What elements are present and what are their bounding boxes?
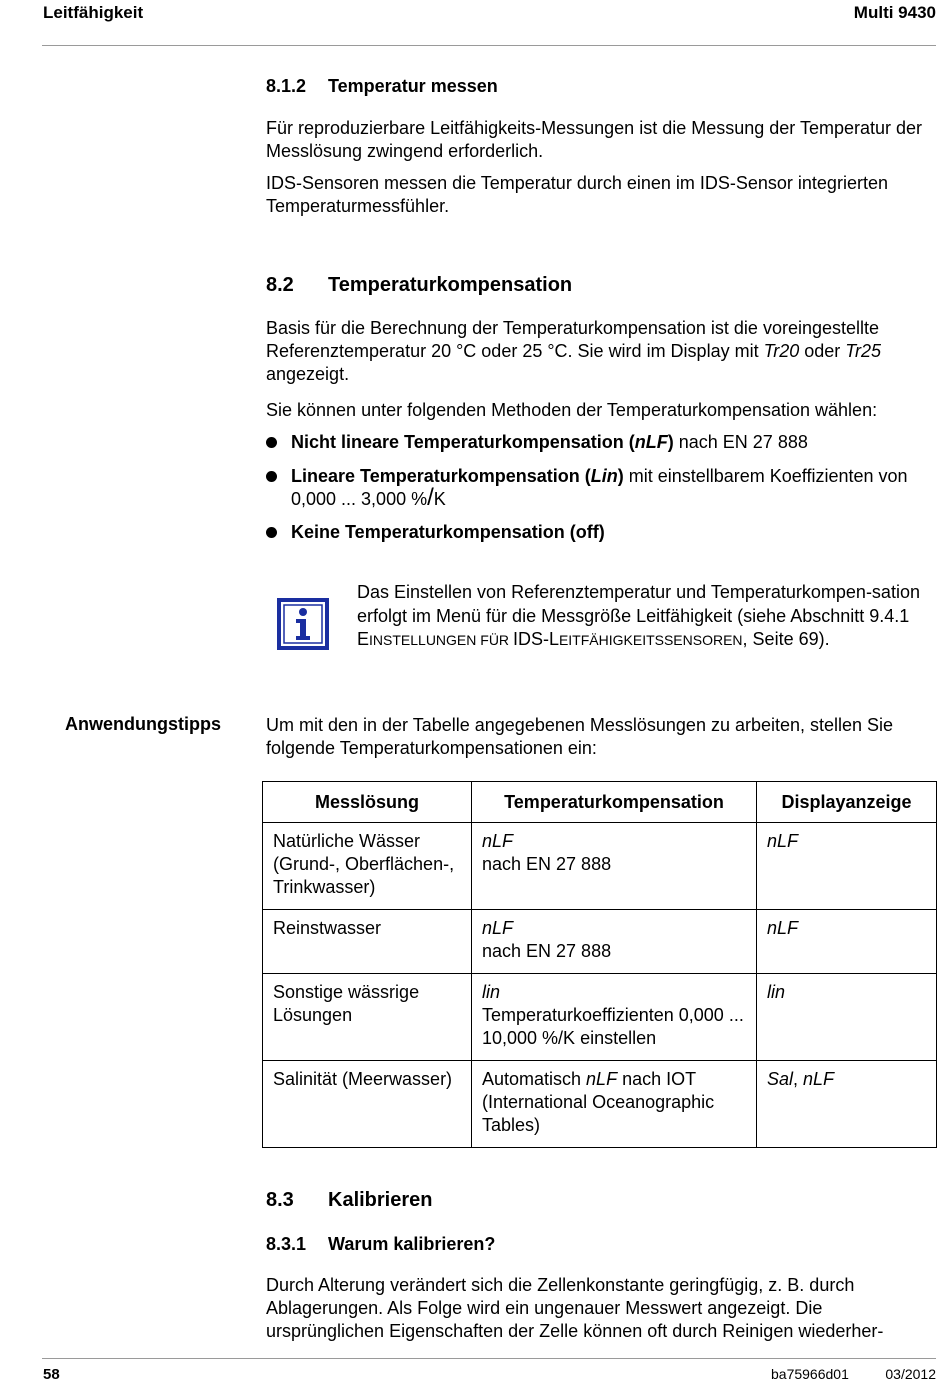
table-cell: Sonstige wässrige Lösungen	[263, 974, 472, 1061]
column-header: Displayanzeige	[757, 782, 937, 823]
table-row	[263, 1061, 937, 1148]
table-row	[263, 823, 937, 910]
table-cell: lin Temperaturkoeffizienten 0,000 ... 10,000 %/K einstellen	[472, 974, 757, 1061]
list-item: Keine Temperaturkompensation (off)	[266, 521, 938, 544]
section-8-1-2-heading: 8.1.2 Temperatur messen	[266, 76, 498, 96]
info-icon	[277, 598, 329, 650]
bullet-icon	[266, 471, 277, 482]
section-8-3-1-heading: 8.3.1 Warum kalibrieren?	[266, 1234, 496, 1254]
list-item: Lineare Temperaturkompensation (Lin) mit einstellbarem Koeffizienten von 0,000 ... 3,000 %/K	[266, 465, 938, 511]
document-date: 03/2012	[885, 1366, 936, 1382]
table-row	[263, 974, 937, 1061]
paragraph: Um mit den in der Tabelle angegebenen Messlösungen zu arbeiten, stellen Sie folgende Temperaturkompensationen ein:	[266, 715, 894, 758]
side-label: Anwendungstipps	[65, 714, 221, 734]
section-8-2-heading: 8.2 Temperaturkompensation	[266, 274, 573, 296]
table-cell: nLF nach EN 27 888	[472, 823, 757, 910]
table-cell: nLF	[757, 823, 937, 910]
table-cell: Reinstwasser	[263, 910, 472, 974]
table-row	[263, 910, 937, 974]
table-cell: Automatisch nLF nach IOT (International Oceanographic Tables)	[472, 1061, 757, 1148]
table-cell: lin	[757, 974, 937, 1061]
table-header-row	[263, 782, 937, 823]
note-text: Das Einstellen von Referenztemperatur und Temperaturkompen-sation erfolgt im Menü für die Messgröße Leitfähigkeit (siehe Abschnitt 9.4.1 EINSTELLUNGEN FÜR IDS-LEITFÄHIGKEITSSENSOREN, Seite 69).	[357, 582, 920, 649]
document-id: ba75966d01	[771, 1366, 849, 1382]
bullet-icon	[266, 527, 277, 538]
table-cell: Sal, nLF	[757, 1061, 937, 1148]
list-item: Nicht lineare Temperaturkompensation (nLF) nach EN 27 888	[266, 431, 938, 454]
table-cell: Natürliche Wässer (Grund-, Oberflächen-, Trinkwasser)	[263, 823, 472, 910]
paragraph: Für reproduzierbare Leitfähigkeits-Messungen ist die Messung der Temperatur der Messlösung zwingend erforderlich.	[266, 118, 922, 161]
column-header: Temperaturkompensation	[472, 782, 757, 823]
header-rule	[42, 45, 936, 46]
section-8-3-heading: 8.3 Kalibrieren	[266, 1189, 433, 1211]
column-header: Messlösung	[263, 782, 472, 823]
header-product: Multi 9430	[853, 3, 936, 22]
paragraph: IDS-Sensoren messen die Temperatur durch einen im IDS-Sensor integrierten Temperaturmessfühler.	[266, 173, 888, 216]
header-chapter: Leitfähigkeit	[43, 3, 144, 22]
page-number: 58	[43, 1366, 60, 1383]
table-cell: nLF	[757, 910, 937, 974]
bullet-icon	[266, 437, 277, 448]
paragraph: Sie können unter folgenden Methoden der Temperaturkompensation wählen:	[266, 400, 878, 420]
table-cell: Salinität (Meerwasser)	[263, 1061, 472, 1148]
paragraph: Basis für die Berechnung der Temperaturkompensation ist die voreingestellte Referenztemperatur 20 °C oder 25 °C. Sie wird im Display mit Tr20 oder Tr25 angezeigt.	[266, 318, 881, 384]
table-cell: nLF nach EN 27 888	[472, 910, 757, 974]
compensation-table	[262, 781, 937, 1148]
footer-rule	[42, 1358, 936, 1359]
paragraph: Durch Alterung verändert sich die Zellenkonstante geringfügig, z. B. durch Ablagerungen. Als Folge wird ein ungenauer Messwert angezeigt. Die ursprünglichen Eigenschaften der Zelle können oft durch Reinigen wiederher-	[266, 1275, 884, 1341]
